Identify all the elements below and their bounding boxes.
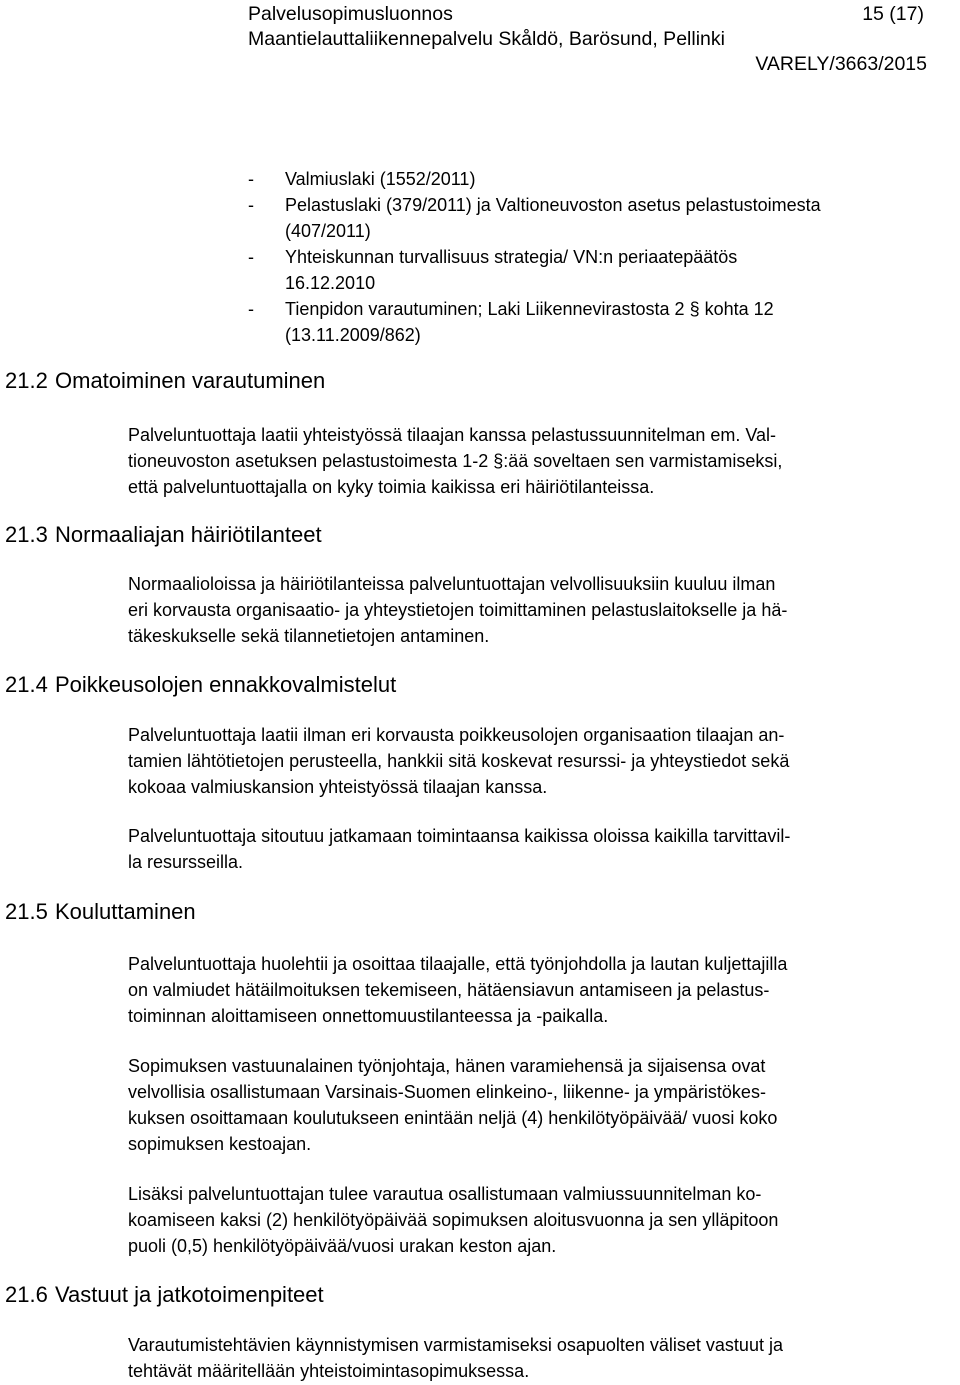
list-text: Tienpidon varautuminen; Laki Liikennevirastosta 2 § kohta 12 <box>285 299 774 319</box>
section-title: Normaaliajan häiriötilanteet <box>55 522 322 547</box>
list-dash: - <box>248 299 254 319</box>
section-title: Poikkeusolojen ennakkovalmistelut <box>55 672 397 697</box>
list-item <box>248 166 475 192</box>
section-heading-21-3 <box>5 522 322 548</box>
list-dash: - <box>248 247 254 267</box>
list-item <box>248 192 821 218</box>
paragraph-line: puoli (0,5) henkilötyöpäivää/vuosi urakan keston ajan. <box>128 1236 557 1256</box>
paragraph <box>128 1332 783 1384</box>
section-number: 21.2 <box>5 368 48 393</box>
list-item <box>248 244 737 270</box>
paragraph-line: kokoaa valmiuskansion yhteistyössä tilaajan kanssa. <box>128 777 548 797</box>
paragraph-line: toiminnan aloittamiseen onnettomuustilanteessa ja -paikalla. <box>128 1006 609 1026</box>
paragraph <box>128 823 790 875</box>
section-number: 21.4 <box>5 672 48 697</box>
list-text: Valmiuslaki (1552/2011) <box>285 169 476 189</box>
section-number: 21.6 <box>5 1282 48 1307</box>
section-heading-21-5 <box>5 899 196 925</box>
list-item <box>248 296 774 322</box>
paragraph-line: sopimuksen kestoajan. <box>128 1134 312 1154</box>
list-dash: - <box>248 195 254 215</box>
paragraph-line: Normaalioloissa ja häiriötilanteissa palveluntuottajan velvollisuuksiin kuuluu ilman <box>128 574 776 594</box>
section-heading-21-6 <box>5 1282 324 1308</box>
paragraph <box>128 422 782 500</box>
document-title: Palvelusopimusluonnos <box>248 3 453 25</box>
paragraph-line: Lisäksi palveluntuottajan tulee varautua osallistumaan valmiussuunnitelman ko- <box>128 1184 762 1204</box>
paragraph-line: tehtävät määritellään yhteistoimintasopimuksessa. <box>128 1361 530 1381</box>
paragraph-line: koamiseen kaksi (2) henkilötyöpäivää sopimuksen aloitusvuonna ja sen ylläpitoon <box>128 1210 779 1230</box>
paragraph <box>128 571 787 649</box>
paragraph-line: eri korvausta organisaatio- ja yhteystietojen toimittaminen pelastuslaitokselle ja hä- <box>128 600 788 620</box>
section-title: Omatoiminen varautuminen <box>55 368 326 393</box>
page-number: 15 (17) <box>862 3 924 25</box>
paragraph-line: Palveluntuottaja laatii yhteistyössä tilaajan kanssa pelastussuunnitelman em. Val- <box>128 425 777 445</box>
section-number: 21.3 <box>5 522 48 547</box>
paragraph-line: Palveluntuottaja huolehtii ja osoittaa tilaajalle, että työnjohdolla ja lautan kuljettajilla <box>128 954 788 974</box>
paragraph-line: velvollisia osallistumaan Varsinais-Suomen elinkeino-, liikenne- ja ympäristökes- <box>128 1082 766 1102</box>
list-text: Yhteiskunnan turvallisuus strategia/ VN:n periaatepäätös <box>285 247 738 267</box>
paragraph-line: Varautumistehtävien käynnistymisen varmistamiseksi osapuolten väliset vastuut ja <box>128 1335 783 1355</box>
paragraph <box>128 722 789 800</box>
paragraph-line: Palveluntuottaja laatii ilman eri korvausta poikkeusolojen organisaation tilaajan an- <box>128 725 785 745</box>
paragraph-line: että palveluntuottajalla on kyky toimia kaikissa eri häiriötilanteissa. <box>128 477 655 497</box>
paragraph-line: Sopimuksen vastuunalainen työnjohtaja, hänen varamiehensä ja sijaisensa ovat <box>128 1056 766 1076</box>
section-heading-21-2 <box>5 368 325 394</box>
section-title: Vastuut ja jatkotoimenpiteet <box>55 1282 324 1307</box>
section-title: Kouluttaminen <box>55 899 196 924</box>
section-number: 21.5 <box>5 899 48 924</box>
paragraph <box>128 1181 778 1259</box>
list-text: Pelastuslaki (379/2011) ja Valtioneuvoston asetus pelastustoimesta <box>285 195 821 215</box>
list-dash: - <box>248 169 254 189</box>
paragraph-line: kuksen osoittamaan koulutukseen enintään neljä (4) henkilötyöpäivää/ vuosi koko <box>128 1108 778 1128</box>
paragraph-line: tamien lähtötietojen perusteella, hankkii sitä koskevat resurssi- ja yhteystiedot sekä <box>128 751 790 771</box>
paragraph-line: täkeskukselle sekä tilannetietojen antaminen. <box>128 626 490 646</box>
list-text-continued: 16.12.2010 <box>285 273 376 293</box>
list-text-continued: (13.11.2009/862) <box>285 325 421 345</box>
section-heading-21-4 <box>5 672 396 698</box>
paragraph-line: Palveluntuottaja sitoutuu jatkamaan toimintaansa kaikissa oloissa kaikilla tarvittavil- <box>128 826 791 846</box>
paragraph-line: tioneuvoston asetuksen pelastustoimesta 1-2 §:ää soveltaen sen varmistamiseksi, <box>128 451 783 471</box>
paragraph <box>128 1053 777 1157</box>
document-subtitle: Maantielauttaliikennepalvelu Skåldö, Barösund, Pellinki <box>248 28 725 50</box>
document-reference: VARELY/3663/2015 <box>755 53 927 75</box>
paragraph-line: on valmiudet hätäilmoituksen tekemiseen, hätäensiavun antamiseen ja pelastus- <box>128 980 770 1000</box>
list-text-continued: (407/2011) <box>285 221 371 241</box>
paragraph <box>128 951 787 1029</box>
paragraph-line: la resursseilla. <box>128 852 244 872</box>
